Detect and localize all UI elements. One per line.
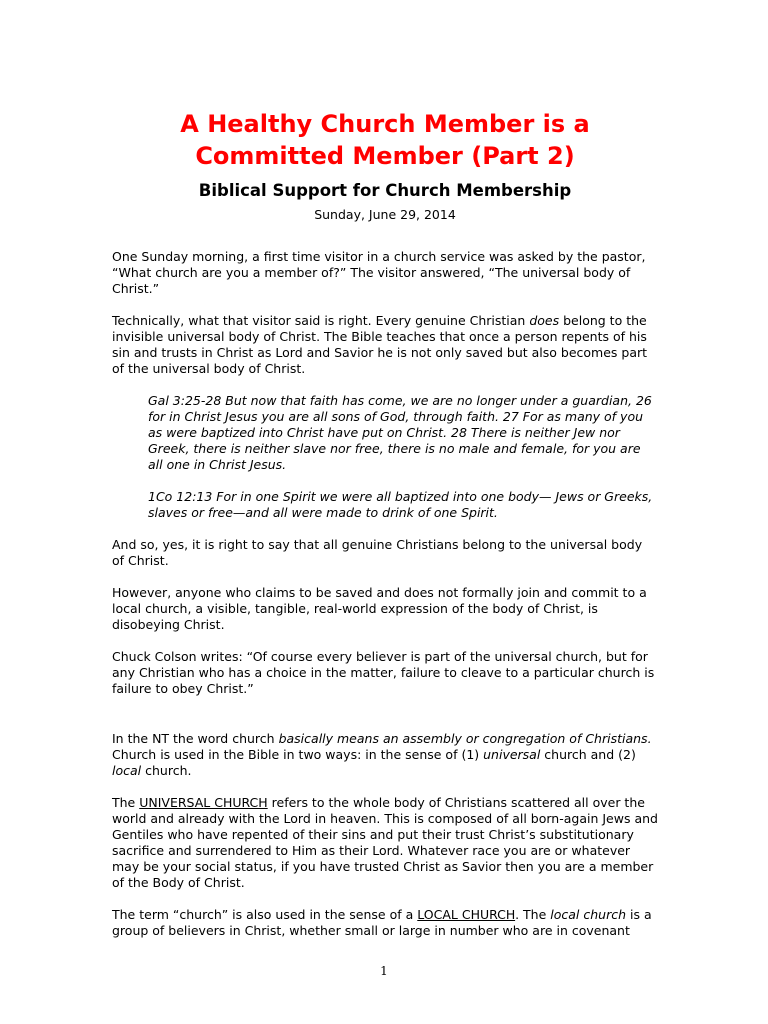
paragraph-and-so-yes: And so, yes, it is right to say that all genuine Christians belong to the universal body of Christ. [112,537,643,568]
paragraph-local-church: The term “church” is also used in the sense of a LOCAL CHURCH. The local church is a group of believers in Christ, whether small or large in number who are in covenant [112,907,652,938]
scripture-quote-corinthians: 1Co 12:13 For in one Spirit we were all baptized into one body— Jews or Greeks, slaves or free—and all were made to drink of one Spirit. [148,489,653,520]
paragraph-chuck-colson: Chuck Colson writes: “Of course every believer is part of the universal church, but for any Christian who has a choice in the matter, failure to cleave to a particular church is failure to obey Christ.” [112,649,655,696]
emphasis-universal: universal [483,747,541,762]
paragraph-universal-church: The UNIVERSAL CHURCH refers to the whole body of Christians scattered all over the world and already with the Lord in heaven. This is composed of all born-again Jews and Gentiles who have repented of their sins and put their trust Christ’s substitutionary sacrifice and surrendered to Him as their Lord. Whatever race you are or whatever may be your social status, if you have trusted Christ as Savior then you are a member of the Body of Christ. [112,795,658,890]
emphasis-assembly: basically means an assembly or congregation of Christians. [278,731,652,746]
page-number: 1 [380,964,388,978]
term-universal-church: UNIVERSAL CHURCH [139,795,268,810]
paragraph-universal-body: Technically, what that visitor said is right. Every genuine Christian does belong to the invisible universal body of Christ. The Bible teaches that once a person repents of his sin and trusts in Christ as Lord and Savior he is not only saved but also becomes part of the universal body of Christ. [112,313,648,376]
emphasis-does: does [529,313,560,328]
emphasis-local-church: local church [550,907,627,922]
document-body [112,249,658,939]
emphasis-local: local [112,763,142,778]
document-title: A Healthy Church Member is a Committed Member (Part 2) [180,110,590,170]
paragraph-nt-church: In the NT the word church basically means an assembly or congregation of Christians. Church is used in the Bible in two ways: in the sense of (1) universal church and (2) local church. [112,731,652,778]
document-date: Sunday, June 29, 2014 [314,207,456,222]
document-subtitle: Biblical Support for Church Membership [198,181,572,200]
paragraph-visitor-story: One Sunday morning, a first time visitor in a church service was asked by the pastor, “What church are you a member of?” The visitor answered, “The universal body of Christ.” [112,249,646,296]
paragraph-however: However, anyone who claims to be saved and does not formally join and commit to a local church, a visible, tangible, real-world expression of the body of Christ, is disobeying Christ. [112,585,647,632]
scripture-quote-galatians: Gal 3:25-28 But now that faith has come, we are no longer under a guardian, 26 for in Christ Jesus you are all sons of God, through faith. 27 For as many of you as were baptized into Christ have put on Christ. 28 There is neither Jew nor Greek, there is neither slave nor free, there is no male and female, for you are all one in Christ Jesus. [148,393,652,472]
term-local-church: LOCAL CHURCH [417,907,516,922]
